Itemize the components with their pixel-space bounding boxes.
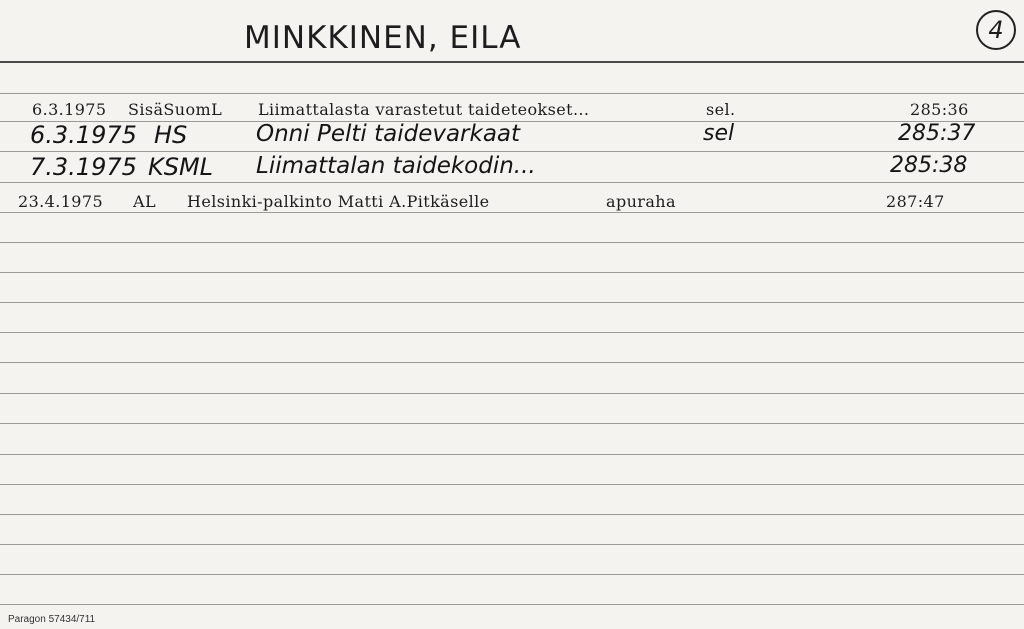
entry-date: 6.3.1975 [32,100,107,119]
ruled-line [0,393,1024,394]
ruled-line [0,484,1024,485]
entry-source: KSML [148,153,214,181]
list-item [0,98,1024,122]
ruled-line [0,332,1024,333]
entry-date: 23.4.1975 [18,192,104,211]
ruled-line [0,454,1024,455]
ruled-line [0,272,1024,273]
entry-ref: 287:47 [886,192,945,211]
ruled-line [0,302,1024,303]
entry-date: 7.3.1975 [30,153,137,181]
entry-ref: 285:37 [898,121,976,146]
ruled-line [0,93,1024,94]
entry-title: Liimattalasta varastetut taideteokset... [258,100,590,119]
entry-date: 6.3.1975 [30,121,137,149]
entry-ref: 285:36 [910,100,969,119]
entry-note: sel. [706,100,736,119]
entry-source: AL [133,192,156,211]
entry-ref: 285:38 [890,153,968,178]
header-rule [0,61,1024,63]
ruled-line [0,242,1024,243]
list-item [0,120,1024,149]
card-footer: Paragon 57434/711 [8,614,96,625]
ruled-line [0,544,1024,545]
ruled-line [0,574,1024,575]
ruled-line [0,514,1024,515]
ruled-line [0,182,1024,183]
entry-title: Helsinki-palkinto Matti A.Pitkäselle [187,192,490,211]
ruled-line [0,604,1024,605]
entry-source: SisäSuomL [128,100,223,119]
entry-note: sel [703,121,735,146]
list-item [0,152,1024,181]
card-name: MINKKINEN, EILA [244,20,522,56]
entry-note: apuraha [606,192,676,211]
ruled-line [0,423,1024,424]
ruled-line [0,362,1024,363]
entry-title: Liimattalan taidekodin... [256,153,536,179]
entry-source: HS [154,121,188,149]
entry-title: Onni Pelti taidevarkaat [256,121,521,147]
list-item [0,190,1024,214]
card-number: 4 [976,10,1016,50]
